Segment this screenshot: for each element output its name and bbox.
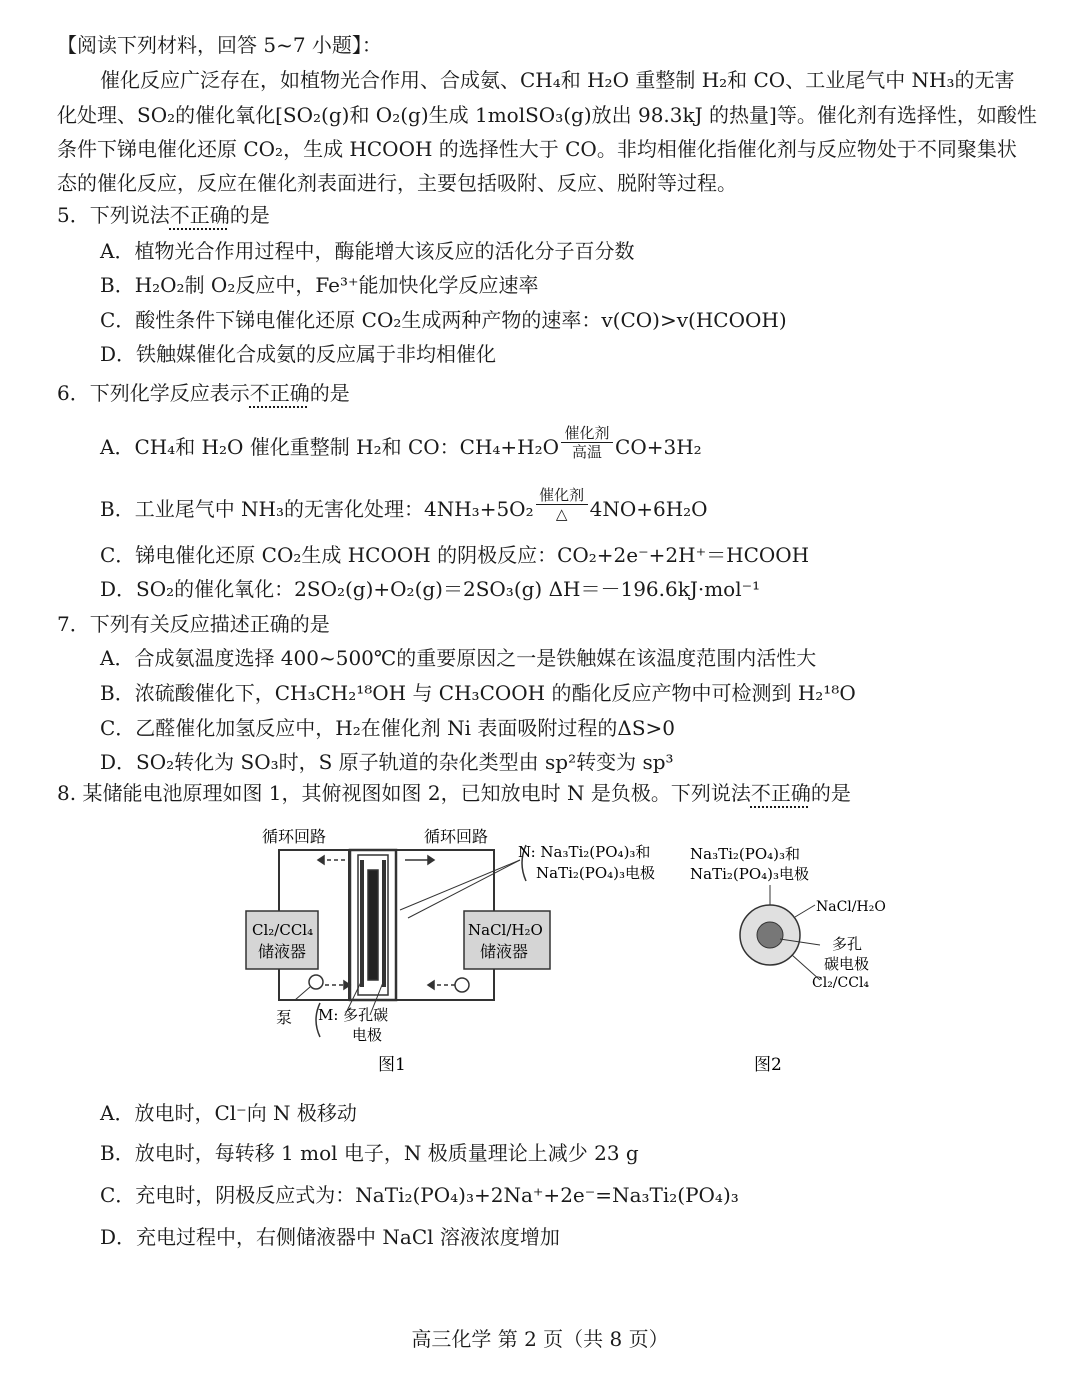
q8-option-c: C．充电时，阴极反应式为：NaTi₂(PO₄)₃+2Na⁺+2e⁻=Na₃Ti₂(PO₄)₃ <box>100 1183 739 1207</box>
emphasis-dots: 不正确 <box>750 781 811 805</box>
loop-label-left: 循环回路 <box>262 827 327 846</box>
figure-diagrams <box>0 815 1080 1105</box>
q7-option-b: B．浓硫酸催化下，CH₃CH₂¹⁸OH 与 CH₃COOH 的酯化反应产物中可检测到 H₂¹⁸O <box>100 681 856 705</box>
q6-option-b: B．工业尾气中 NH₃的无害化处理：4NH₃+5O₂ 催化剂 △ 4NO+6H₂O <box>100 486 708 523</box>
n-electrode-label-2: NaTi₂(PO₄)₃电极 <box>536 864 656 882</box>
tank-left-label-2: 储液器 <box>258 942 307 961</box>
material-line-3: 条件下锑电催化还原 CO₂，生成 HCOOH 的选择性大于 CO。非均相催化指催化剂与反应物处于不同聚集状 <box>57 137 1017 161</box>
inner-carbon-electrode <box>757 922 783 948</box>
material-line-2: 化处理、SO₂的催化氧化[SO₂(g)和 O₂(g)生成 1molSO₃(g)放出 98.3kJ 的热量]等。催化剂有选择性，如酸性 <box>57 103 1037 127</box>
m-electrode-label-2: 电极 <box>352 1026 383 1044</box>
q5-stem: 5．下列说法不正确的是 <box>57 203 270 227</box>
m-electrode-label: M: 多孔碳 <box>318 1006 389 1024</box>
figure-1-caption: 图1 <box>378 1055 406 1075</box>
q5-option-d: D．铁触媒催化合成氨的反应属于非均相催化 <box>100 342 497 366</box>
emphasis-dots: 不正确 <box>169 203 230 227</box>
q8-option-b: B．放电时，每转移 1 mol 电子，N 极质量理论上减少 23 g <box>100 1141 639 1165</box>
material-line-1: 催化反应广泛存在，如植物光合作用、合成氨、CH₄和 H₂O 重整制 H₂和 CO、工业尾气中 NH₃的无害 <box>100 68 1015 92</box>
reaction-condition: 催化剂 高温 <box>559 424 615 461</box>
tank-left-label: Cl₂/CCl₄ <box>252 921 314 939</box>
tank-right-label-2: 储液器 <box>480 942 529 961</box>
q7-option-d: D．SO₂转化为 SO₃时，S 原子轨道的杂化类型由 sp²转变为 sp³ <box>100 750 674 774</box>
fig2-electrode-label-2: NaTi₂(PO₄)₃电极 <box>690 865 810 883</box>
emphasis-dots: 不正确 <box>249 381 310 405</box>
fig2-cl2-label: Cl₂/CCl₄ <box>812 975 870 991</box>
pump-right <box>455 978 469 992</box>
fig2-electrode-label: Na₃Ti₂(PO₄)₃和 <box>690 845 801 863</box>
q5-option-c: C．酸性条件下锑电催化还原 CO₂生成两种产物的速率：v(CO)>v(HCOOH) <box>100 308 787 332</box>
pump-label: 泵 <box>276 1008 293 1027</box>
q6-option-d: D．SO₂的催化氧化：2SO₂(g)+O₂(g)＝2SO₃(g) ΔH＝－196.6kJ·mol⁻¹ <box>100 577 761 601</box>
q8-option-a: A．放电时，Cl⁻向 N 极移动 <box>100 1101 357 1125</box>
pump-left <box>309 975 323 989</box>
tank-right-label: NaCl/H₂O <box>468 921 543 939</box>
q6-stem: 6．下列化学反应表示不正确的是 <box>57 381 350 405</box>
q8-option-d: D．充电过程中，右侧储液器中 NaCl 溶液浓度增加 <box>100 1225 560 1249</box>
q6-option-a: A．CH₄和 H₂O 催化重整制 H₂和 CO：CH₄+H₂O 催化剂 高温 CO+3H₂ <box>100 424 702 461</box>
n-electrode-label: N: Na₃Ti₂(PO₄)₃和 <box>518 843 651 861</box>
loop-label-right: 循环回路 <box>424 827 489 846</box>
q7-stem: 7．下列有关反应描述正确的是 <box>57 612 330 636</box>
fig2-nacl-label: NaCl/H₂O <box>816 899 886 915</box>
material-line-4: 态的催化反应，反应在催化剂表面进行，主要包括吸附、反应、脱附等过程。 <box>57 171 737 195</box>
figure-2-caption: 图2 <box>754 1055 782 1075</box>
q7-option-a: A．合成氨温度选择 400~500℃的重要原因之一是铁触媒在该温度范围内活性大 <box>100 646 817 670</box>
page-footer: 高三化学 第 2 页（共 8 页） <box>411 1327 669 1351</box>
q5-option-b: B．H₂O₂制 O₂反应中，Fe³⁺能加快化学反应速率 <box>100 273 539 297</box>
q8-stem: 8. 某储能电池原理如图 1，其俯视图如图 2，已知放电时 N 是负极。下列说法不正确的是 <box>57 781 851 805</box>
q5-option-a: A．植物光合作用过程中，酶能增大该反应的活化分子百分数 <box>100 239 635 263</box>
reaction-condition: 催化剂 △ <box>534 486 590 523</box>
q6-option-c: C．锑电催化还原 CO₂生成 HCOOH 的阴极反应：CO₂+2e⁻+2H⁺＝HCOOH <box>100 543 810 567</box>
fig2-carbon-label-2: 碳电极 <box>824 955 870 973</box>
q7-option-c: C．乙醛催化加氢反应中，H₂在催化剂 Ni 表面吸附过程的ΔS>0 <box>100 716 675 740</box>
fig2-carbon-label: 多孔 <box>832 935 863 953</box>
reading-header: 【阅读下列材料，回答 5~7 小题】： <box>57 33 382 57</box>
